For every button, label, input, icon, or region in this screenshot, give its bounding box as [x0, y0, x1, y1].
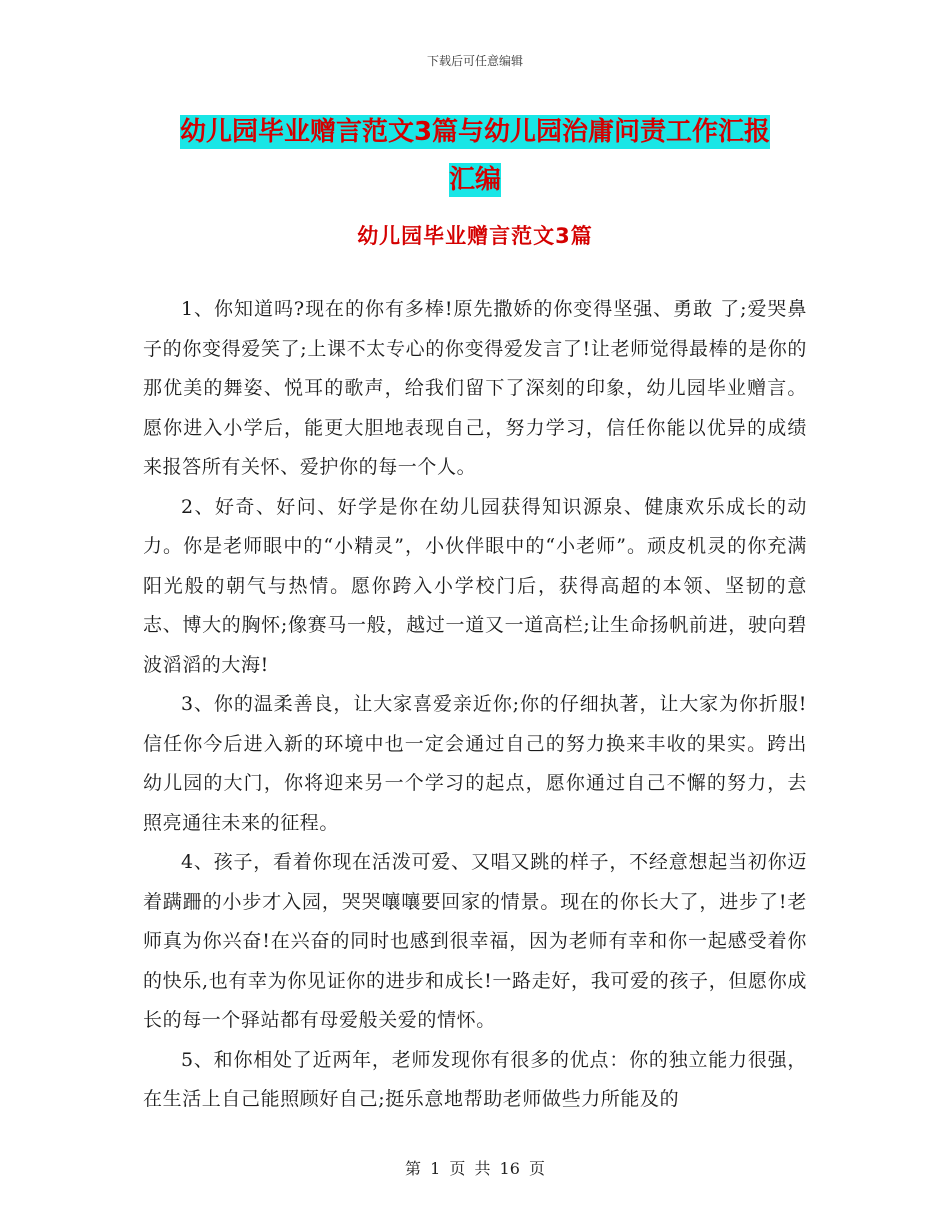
- header-note: 下载后可任意编辑: [426, 54, 523, 68]
- paragraph-5: 5、和你相处了近两年，老师发现你有很多的优点：你的独立能力很强，在生活上自己能照顾好自己;挺乐意地帮助老师做些力所能及的: [143, 1048, 807, 1110]
- paragraph-4: 4、孩子，看着你现在活泼可爱、又唱又跳的样子，不经意想起当初你迈着蹒跚的小步才入园，哭哭嚷嚷要回家的情景。现在的你长大了，进步了!老师真为你兴奋!在兴奋的同时也感到很幸福，因为老师有幸和你一起感受着你的快乐,也有幸为你见证你的进步和成长!一路走好，我可爱的孩子，但愿你成长的每一个驿站都有母爱般关爱的情怀。: [143, 851, 807, 1031]
- page-number-footer: 第 1 页 共 16 页: [405, 1159, 545, 1178]
- paragraph-1: 1、你知道吗?现在的你有多棒!原先撒娇的你变得坚强、勇敢 了;爱哭鼻子的你变得爱笑了;上课不太专心的你变得爱发言了!让老师觉得最棒的是你的那优美的舞姿、悦耳的歌声，给我们留下了深刻的印象，幼儿园毕业赠言。愿你进入小学后，能更大胆地表现自己，努力学习，信任你能以优异的成绩来报答所有关怀、爱护你的每一个人。: [143, 298, 807, 478]
- document-body: [143, 290, 807, 1120]
- document-title: [0, 108, 950, 204]
- section-title: 幼儿园毕业赠言范文3篇: [357, 224, 593, 248]
- paragraph-3: 3、你的温柔善良，让大家喜爱亲近你;你的仔细执著，让大家为你折服!信任你今后进入新的环境中也一定会通过自己的努力换来丰收的果实。跨出幼儿园的大门，你将迎来另一个学习的起点，愿你通过自己不懈的努力，去照亮通往未来的征程。: [143, 693, 807, 834]
- title-line-1: 幼儿园毕业赠言范文3篇与幼儿园治庸问责工作汇报: [179, 117, 771, 147]
- paragraph-2: 2、好奇、好问、好学是你在幼儿园获得知识源泉、健康欢乐成长的动力。你是老师眼中的“小精灵”，小伙伴眼中的“小老师”。顽皮机灵的你充满阳光般的朝气与热情。愿你跨入小学校门后，获得高超的本领、坚韧的意志、博大的胸怀;像赛马一般，越过一道又一道高栏;让生命扬帆前进，驶向碧波滔滔的大海!: [143, 495, 807, 676]
- title-line-2: 汇编: [448, 165, 501, 195]
